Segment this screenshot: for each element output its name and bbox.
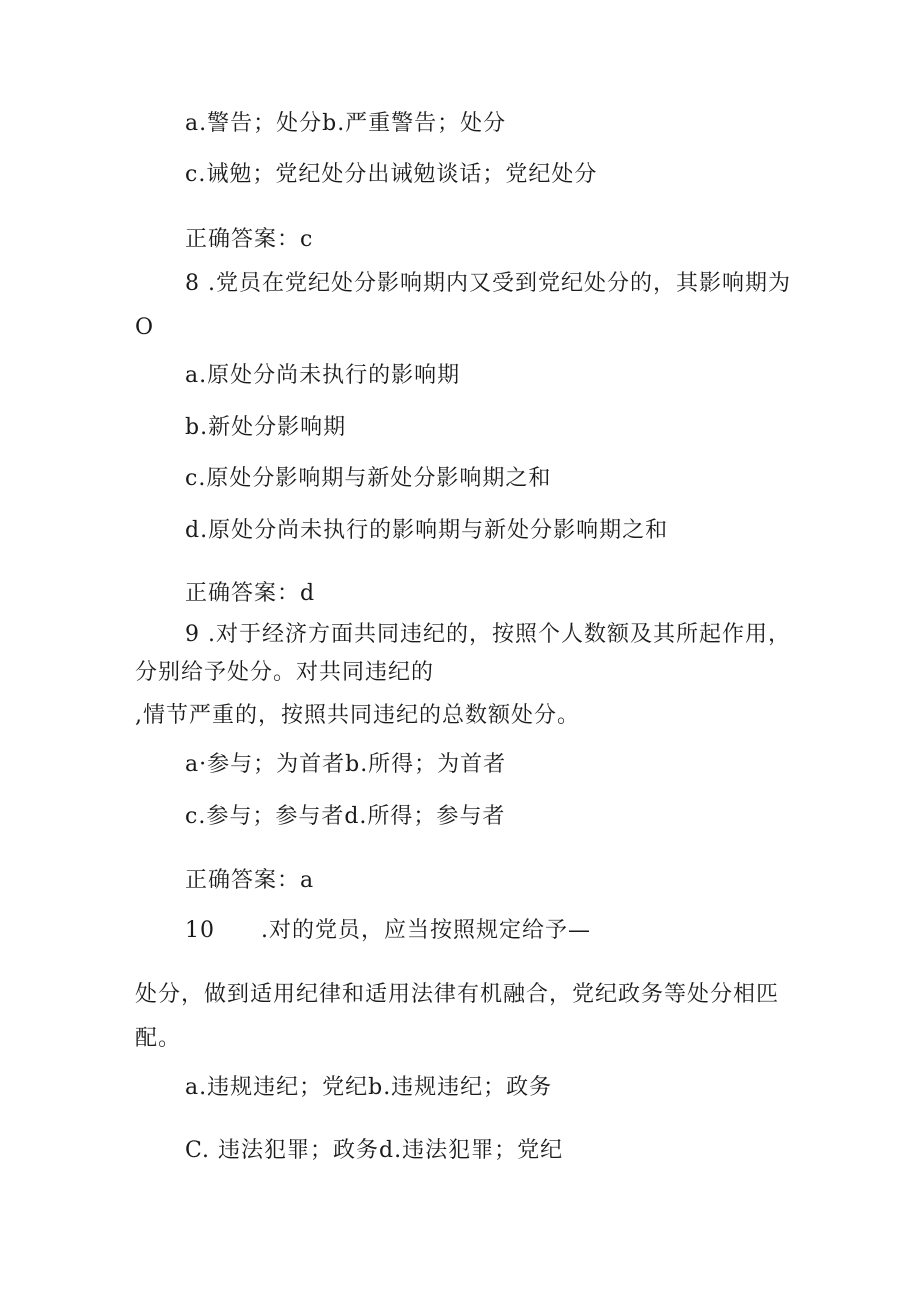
q10-question-line3: 配。 — [135, 1026, 182, 1051]
q7-option-c: c.诫勉；党纪处分出诫勉谈话；党纪处分 — [185, 162, 598, 187]
q8-question-blank: O — [135, 315, 155, 340]
q9-question-line2: 分别给予处分。对共同违纪的 — [135, 660, 435, 685]
q9-question-line3: ,情节严重的，按照共同违纪的总数额处分。 — [135, 703, 580, 728]
q9-option-cd: c.参与；参与者d.所得；参与者 — [185, 804, 506, 829]
q8-option-a: a.原处分尚未执行的影响期 — [185, 363, 461, 388]
q8-option-c: c.原处分影响期与新处分影响期之和 — [185, 466, 552, 491]
q9-answer: 正确答案：a — [185, 868, 315, 893]
q8-answer: 正确答案：d — [185, 581, 316, 606]
q8-option-d: d.原处分尚未执行的影响期与新处分影响期之和 — [185, 518, 669, 543]
q9-option-ab: a·参与；为首者b.所得；为首者 — [185, 752, 507, 777]
q10-question-line2: 处分，做到适用纪律和适用法律有机融合，党纪政务等处分相匹 — [135, 982, 780, 1007]
q10-option-ab: a.违规违纪；党纪b.违规违纪；政务 — [185, 1075, 553, 1100]
q8-option-b: b.新处分影响期 — [185, 415, 347, 440]
q7-option-ab: a.警告；处分b.严重警告；处分 — [185, 111, 507, 136]
q7-answer: 正确答案：c — [185, 227, 314, 252]
q8-question: 8 .党员在党纪处分影响期内又受到党纪处分的，其影响期为 — [185, 271, 791, 296]
q9-question: 9 .对于经济方面共同违纪的，按照个人数额及其所起作用， — [185, 622, 791, 647]
q10-question: 10 .对的党员，应当按照规定给予— — [185, 918, 591, 943]
q10-option-cd: C. 违法犯罪；政务d.违法犯罪；党纪 — [185, 1138, 564, 1163]
